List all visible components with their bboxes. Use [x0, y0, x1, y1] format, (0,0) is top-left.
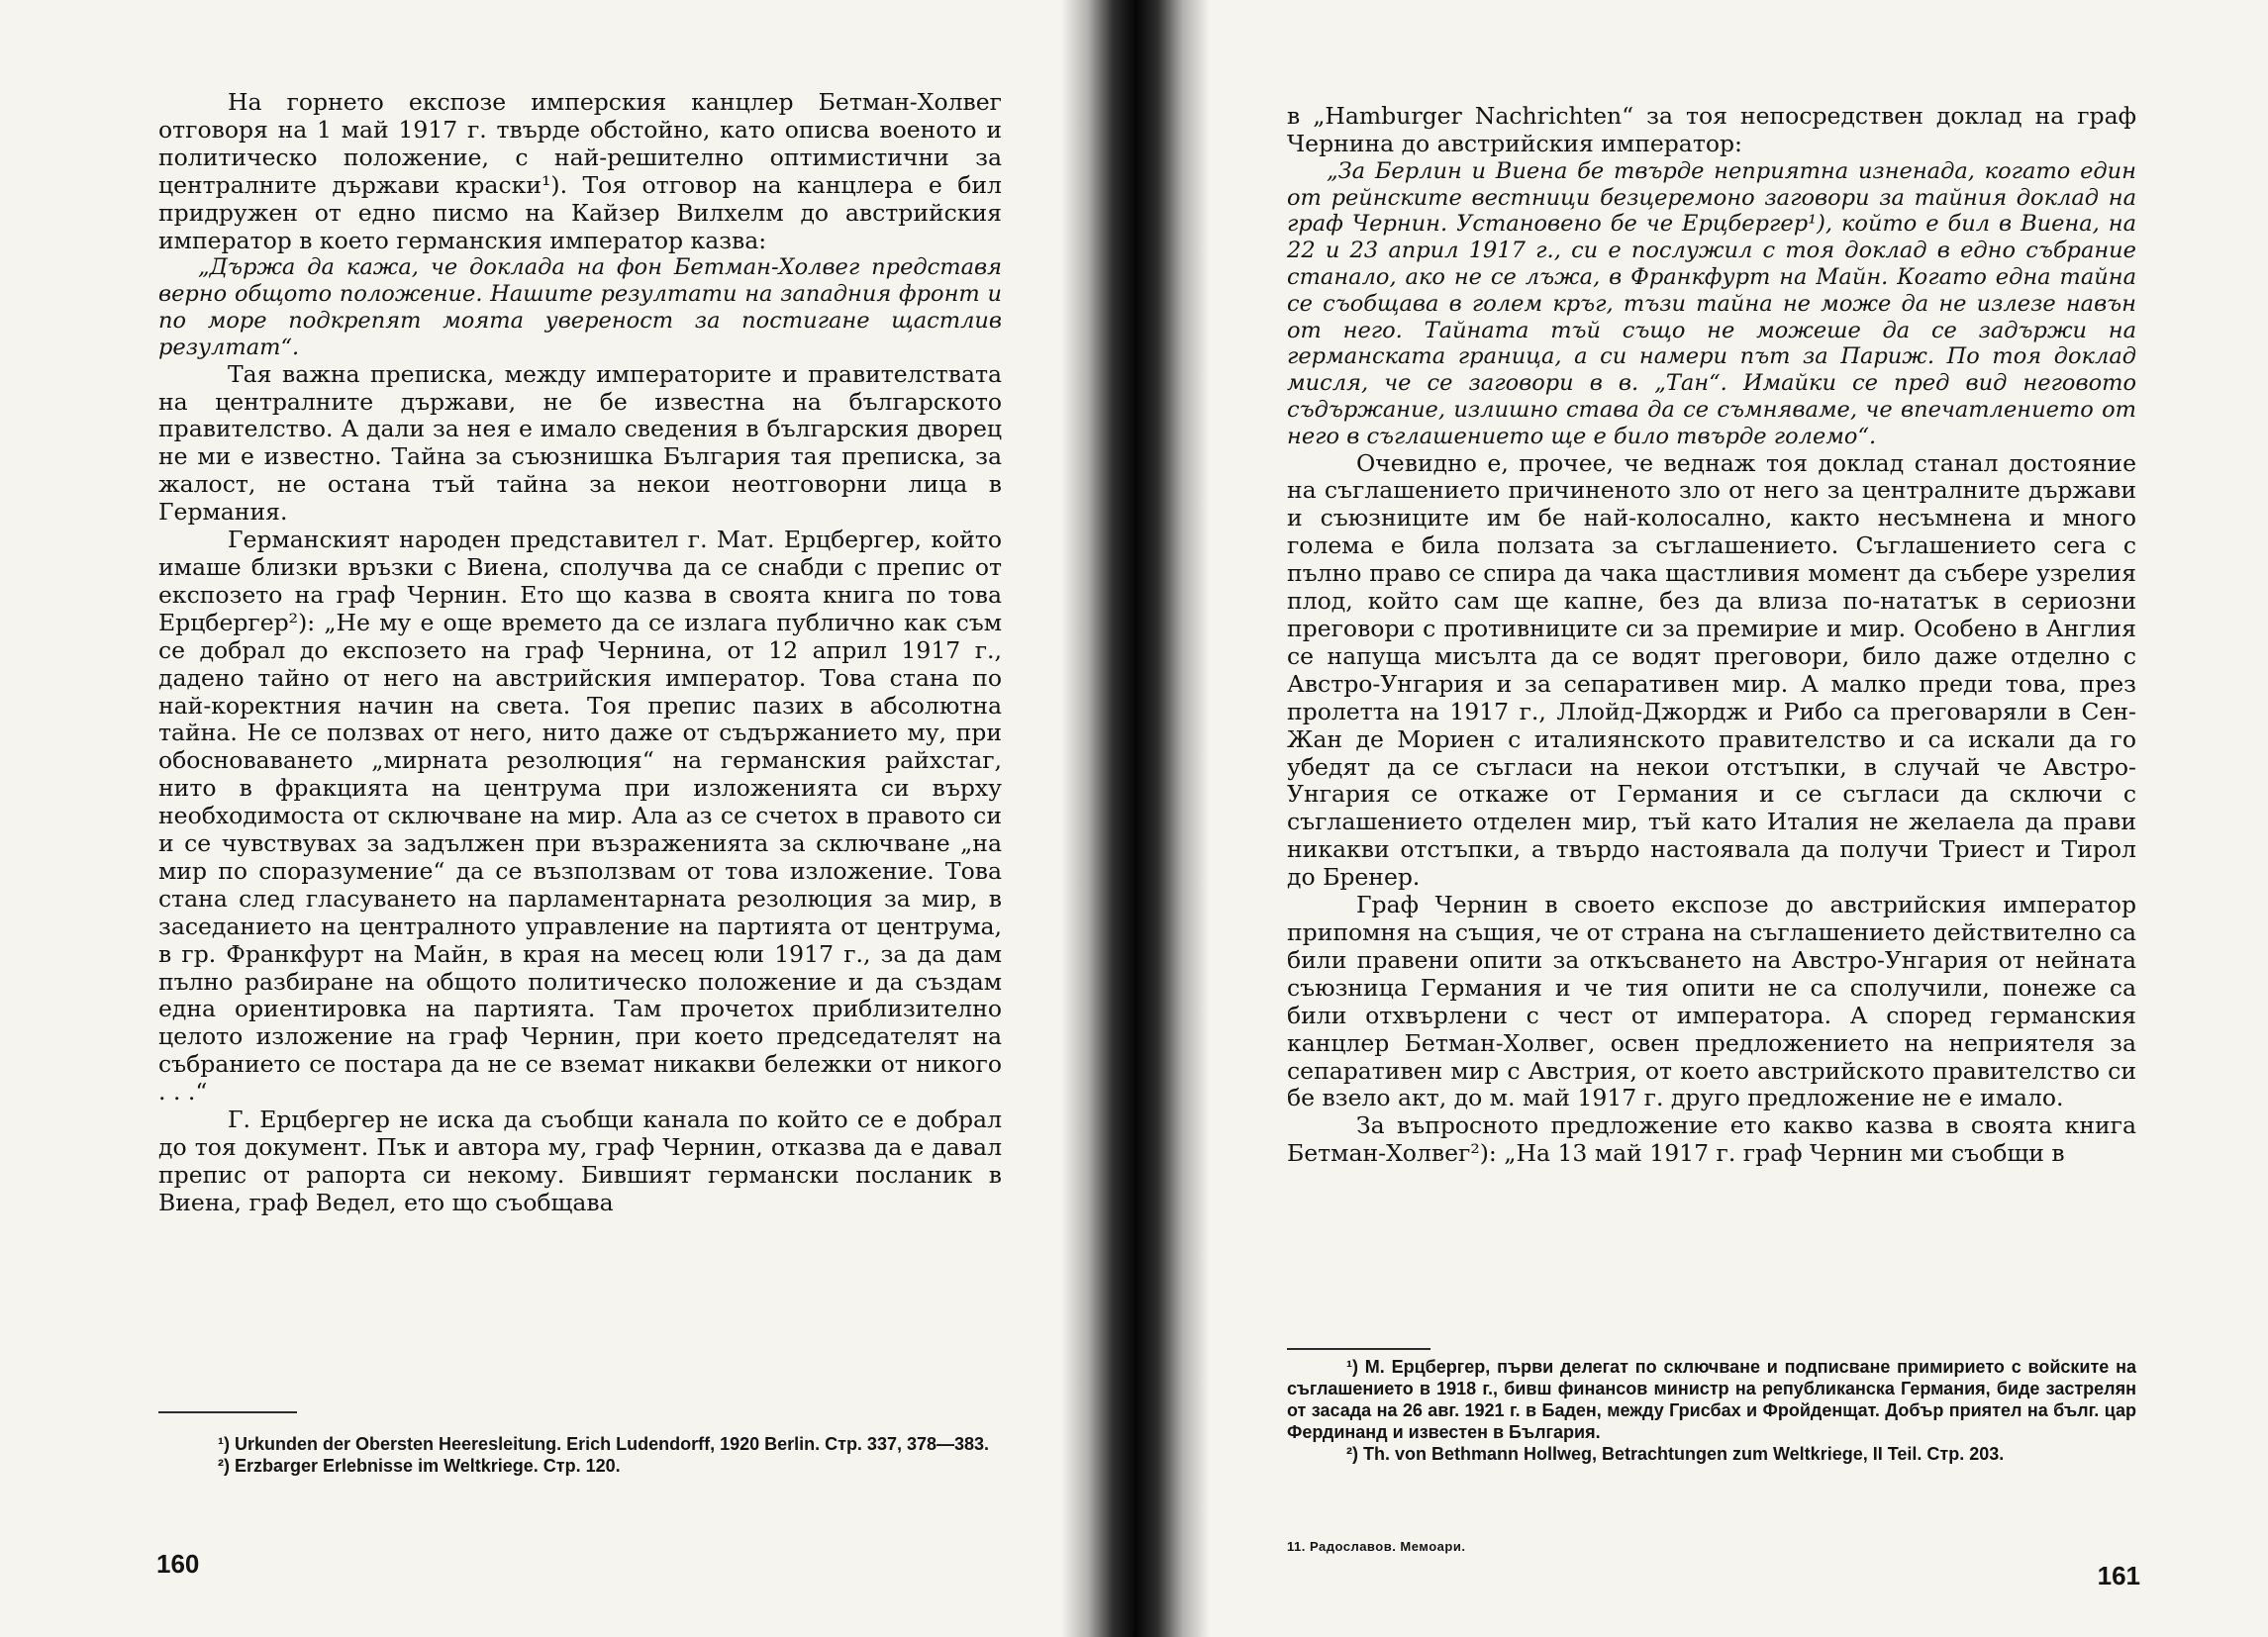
- footnote-rule: [1287, 1348, 1430, 1350]
- quote: „Държа да кажа, че доклада на фон Бетман-Холвег представя верно общото положение. Нашите резултати на западния фронт и по море подкрепят моята увереност за постигане щастлив резултат“.: [158, 254, 1002, 360]
- paragraph: За въпросното предложение ето какво казва в своята книга Бетман-Холвег²): „На 13 май 1917 г. граф Чернин ми съобщи в: [1287, 1111, 2136, 1168]
- right-page-footnotes: [1287, 1356, 2136, 1465]
- paragraph: Германският народен представител г. Мат. Ерцбергер, който имаше близки връзки с Виена, сполучва да се снабди с препис от експозето на граф Чернин. Ето що казва в своята книга по това Ерцбергер²): „Не му е още времето да се излага публично как съм се добрал до експозето на граф Чернина, от 12 април 1917 г., дадено тайно от него на австрийския император. Това стана по най-коректния начин на света. Тоя препис пазих в абсолютна тайна. Не се ползвах от него, нито даже от съдържанието му, при обосноваването „мирната резолюция“ на германския райхстаг, нито в фракцията на центрума при изложенията си върху необходимоста от сключване на мир. Ала аз се счетох в правото си и се чувствувах за задължен при възраженията за сключване „на мир по споразумение“ да се възползвам от това изложение. Това стана след гласуването на парламентарната резолюция за мир, в заседанието на централното управление на партията от центрума, в гр. Франкфурт на Майн, в края на месец юли 1917 г., за да дам пълно разбиране на общото политическо положение и да създам една ориентировка на партията. Там прочетох приблизително целото изложение на граф Чернин, при което председателят на събранието се постара да не се вземат никакви бележки от никого . . .“: [158, 526, 1002, 1107]
- paragraph: Граф Чернин в своето експозе до австрийския император припомня на същия, че от страна на съглашението действително са били правени опити за откъсването на Австро-Унгария от нейната съюзница Германия и че тия опити не са сполучили, понеже са били отхвърлени с чест от императора. А според германския канцлер Бетман-Холвег, освен предложението на неприятеля за сепаративен мир с Австрия, от което австрийското правителство си бе взело акт, до м. май 1917 г. друго предложение не е имало.: [1287, 891, 2136, 1112]
- paragraph: Очевидно е, прочее, че веднаж тоя доклад станал достояние на съглашението причиненото зло от него за централните държави и съюзниците им бе най-колосално, както несъмнена и много голема е била ползата за съглашението. Съглашението сега с пълно право се спира да чака щастливия момент да събере узрелия плод, който сам ще капне, без да влиза по-нататък в сериозни преговори с противниците си за премирие и мир. Особено в Англия се напуща мисълта да се водят преговори, било даже отделно с Австро-Унгария и за сепаративен мир. А малко преди това, през пролетта на 1917 г., Ллойд-Джордж и Рибо са преговаряли в Сен-Жан де Мориен с италиянското правителство и са искали да го убедят да се съгласи на некои отстъпки, в случай че Австро-Унгария се откаже от Германия и се съгласи да сключи с съглашението отделен мир, тъй като Италия не желаела да прави никакви отстъпки, а твърдо настоявала да получи Триест и Тирол до Бренер.: [1287, 448, 2136, 892]
- signature-mark: 11. Радославов. Мемоари.: [1287, 1539, 1466, 1554]
- right-page: [1287, 0, 2140, 1637]
- right-page-body: [1287, 103, 2136, 1168]
- paragraph: в „Hamburger Nachrichten“ за тоя непосредствен доклад на граф Чернина до австрийския император:: [1287, 102, 2136, 157]
- footnote: ²) Erzbarger Erlebnisse im Weltkriege. Стр. 120.: [218, 1456, 621, 1476]
- footnote: ¹) Urkunden der Obersten Heeresleitung. Erich Ludendorff, 1920 Berlin. Стр. 337, 378—383.: [218, 1434, 990, 1454]
- quote: „За Берлин и Виена бе твърде неприятна изненада, когато един от рейнските вестници безцеремоно заговори за тайния доклад на граф Чернин. Установено бе че Ерцбергер¹), който е бил в Виена, на 22 и 23 април 1917 г., си е послужил с тоя доклад в едно събрание станало, ако не се лъжа, в Франкфурт на Майн. Когато една тайна се съобщава в голем кръг, тъзи тайна не може да не излезе навън от него. Тайната тъй също не можеше да се задържи на германската граница, а си намери път за Париж. По тоя доклад мисля, че се заговори в в. „Тан“. Имайки се пред вид неговото съдържание, излишно става да се съмняваме, че впечатлението от него в съглашението ще е било твърде големо“.: [1287, 157, 2136, 449]
- paragraph: На горнето експозе имперския канцлер Бетман-Холвег отговоря на 1 май 1917 г. твърде обстойно, като описва военото и политическо положение, с най-решително оптимистични за централните държави краски¹). Тоя отговор на канцлера е бил придружен от едно писмо на Кайзер Вилхелм до австрийския император в което германския император казва:: [158, 88, 1002, 254]
- page-number-right: 161: [2097, 1561, 2140, 1590]
- left-page-footnotes: [158, 1433, 1002, 1477]
- left-page: [158, 0, 1002, 1637]
- footnote-rule: [158, 1411, 297, 1413]
- paragraph: Тая важна преписка, между императорите и правителствата на централните държави, не бе известна на българското правителство. А дали за нея е имало сведения в българския дворец не ми е известно. Тайна за съюзнишка България тая преписка, за жалост, не остана тъй тайна за некои неотговорни лица в Германия.: [158, 359, 1002, 527]
- page-number-left: 160: [156, 1549, 200, 1579]
- footnote: ¹) М. Ерцбергер, първи делегат по сключване и подписване примирието с войските на съглашението в 1918 г., бивш финансов министр на републиканска Германия, бидe застрелян от засада на 26 авг. 1921 г. в Баден, между Грисбах и Фройденщат. Добър приятел на бълг. цар Фердинанд и известен в България.: [1287, 1357, 2136, 1442]
- left-page-body: [158, 89, 1002, 1217]
- paragraph: Г. Ерцбергер не иска да съобщи канала по който се е добрал до тоя документ. Пък и автора му, граф Чернин, отказва да е давал препис от рапорта си некому. Бившият германски посланик в Виена, граф Ведел, ето що съобщава: [158, 1106, 1002, 1216]
- footnote: ²) Th. von Bethmann Hollweg, Betrachtungen zum Weltkriege, II Teil. Стр. 203.: [1346, 1444, 2005, 1464]
- book-gutter: [1061, 0, 1210, 1637]
